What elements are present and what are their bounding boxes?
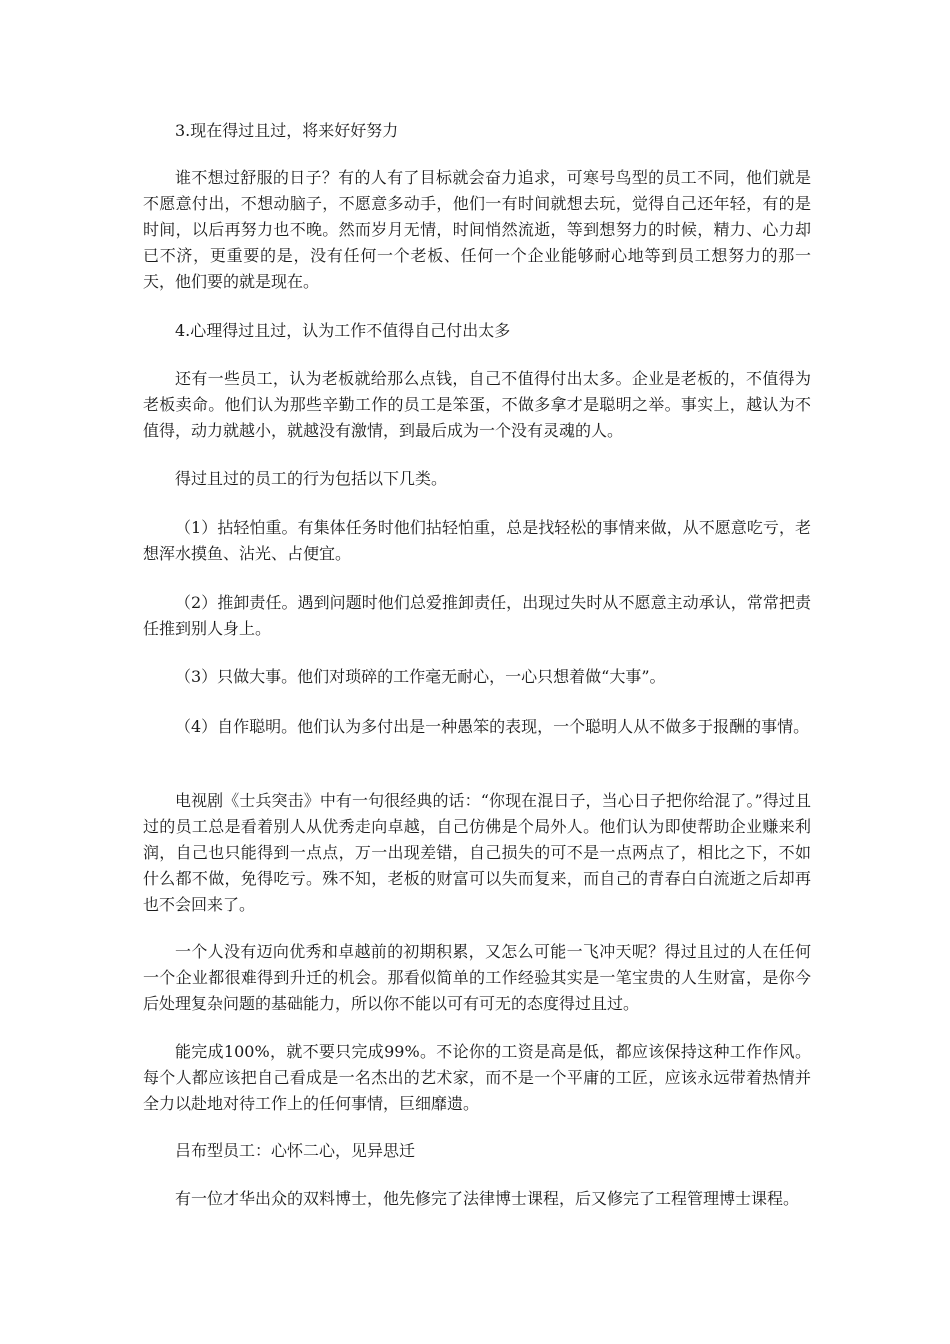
paragraph: 电视剧《士兵突击》中有一句很经典的话：“你现在混日子，当心日子把你给混了。”得过且过的员工总是看着别人从优秀走向卓越，自己仿佛是个局外人。他们认为即使帮助企业赚来利润，自己也只能得到一点点，万一出现差错，自己损失的可不是一点两点了，相比之下，不如什么都不做，免得吃亏。殊不知，老板的财富可以失而复来，而自己的青春白白流逝之后却再也不会回来了。 bbox=[143, 791, 811, 914]
paragraph: 一个人没有迈向优秀和卓越前的初期积累，又怎么可能一飞冲天呢？得过且过的人在任何一个企业都很难得到升迁的机会。那看似简单的工作经验其实是一笔宝贵的人生财富，是你今后处理复杂问题的基础能力，所以你不能以可有可无的态度得过且过。 bbox=[143, 942, 811, 1013]
section-heading-3: 3.现在得过且过，将来好好努力 bbox=[175, 121, 399, 140]
paragraph: 能完成100%，就不要只完成99%。不论你的工资是高是低，都应该保持这种工作作风。每个人都应该把自己看成是一名杰出的艺术家，而不是一个平庸的工匠，应该永远带着热情并全力以赴地对待工作上的任何事情，巨细靡遗。 bbox=[143, 1042, 811, 1113]
list-item-1: （1）拈轻怕重。有集体任务时他们拈轻怕重，总是找轻松的事情来做，从不愿意吃亏，老想浑水摸鱼、沾光、占便宜。 bbox=[143, 518, 811, 563]
paragraph: 还有一些员工，认为老板就给那么点钱，自己不值得付出太多。企业是老板的，不值得为老板卖命。他们认为那些辛勤工作的员工是笨蛋，不做多拿才是聪明之举。事实上，越认为不值得，动力就越小，就越没有激情，到最后成为一个没有灵魂的人。 bbox=[143, 369, 811, 440]
paragraph: 得过且过的员工的行为包括以下几类。 bbox=[175, 469, 448, 488]
section-heading-4: 4.心理得过且过，认为工作不值得自己付出太多 bbox=[175, 321, 511, 340]
list-item-2: （2）推卸责任。遇到问题时他们总爱推卸责任，出现过失时从不愿意主动承认，常常把责任推到别人身上。 bbox=[143, 593, 811, 638]
paragraph: 有一位才华出众的双料博士，他先修完了法律博士课程，后又修完了工程管理博士课程。 bbox=[175, 1189, 800, 1208]
section-heading: 吕布型员工：心怀二心，见异思迁 bbox=[175, 1141, 416, 1160]
list-item-4: （4）自作聪明。他们认为多付出是一种愚笨的表现，一个聪明人从不做多于报酬的事情。 bbox=[175, 717, 810, 736]
paragraph: 谁不想过舒服的日子？有的人有了目标就会奋力追求，可寒号鸟型的员工不同，他们就是不愿意付出，不想动脑子，不愿意多动手，他们一有时间就想去玩，觉得自己还年轻，有的是时间，以后再努力也不晚。然而岁月无情，时间悄然流逝，等到想努力的时候，精力、心力却已不济，更重要的是，没有任何一个老板、任何一个企业能够耐心地等到员工想努力的那一天，他们要的就是现在。 bbox=[143, 168, 811, 291]
list-item-3: （3）只做大事。他们对琐碎的工作毫无耐心，一心只想着做“大事”。 bbox=[175, 667, 666, 686]
